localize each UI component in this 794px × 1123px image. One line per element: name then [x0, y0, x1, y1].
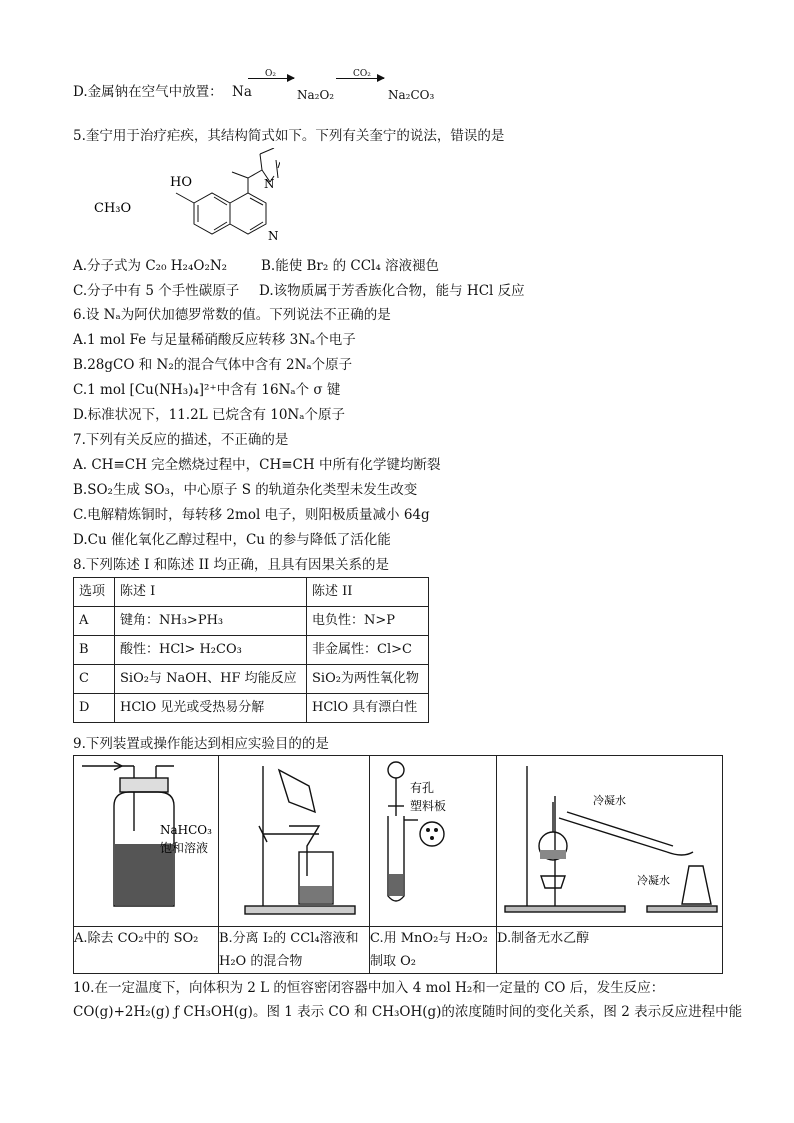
label-nahco3: NaHCO₃	[160, 823, 212, 837]
label-n-ring: N	[268, 229, 279, 243]
q10-line2: CO(g)+2H₂(g) ƒ CH₃OH(g)。图 1 表示 CO 和 CH₃OH(g)的浓度随时间的变化关系，图 2 表示反应进程中能	[73, 1004, 743, 1020]
separatory-funnel-figure	[219, 756, 369, 922]
table-row	[74, 694, 429, 723]
q6-option-b: B.28gCO 和 N₂的混合气体中含有 2Nₐ个原子	[73, 357, 353, 373]
caption-a: A.除去 CO₂中的 SO₂	[74, 927, 219, 974]
label-saturated-solution: 饱和溶液	[160, 841, 209, 855]
figure-b-cell	[219, 756, 370, 927]
q5-stem: 5.奎宁用于治疗疟疾，其结构简式如下。下列有关奎宁的说法，错误的是	[73, 128, 505, 144]
gas-washing-bottle-figure	[74, 756, 218, 922]
table-row	[74, 607, 429, 636]
label-ch3o: CH₃O	[94, 201, 132, 216]
table-cell: 键角：NH₃>PH₃	[115, 607, 307, 636]
table-cell: 非金属性：Cl>C	[307, 636, 429, 665]
q6-option-a: A.1 mol Fe 与足量稀硝酸反应转移 3Nₐ个电子	[73, 332, 356, 348]
q5-option-a: A.分子式为 C₂₀ H₂₄O₂N₂	[73, 258, 228, 274]
label-condenser-water-out: 冷凝水	[637, 874, 670, 887]
q5-option-c: C.分子中有 5 个手性碳原子	[73, 283, 240, 299]
label-perforated: 有孔	[410, 781, 435, 795]
label-n-cage: N	[264, 177, 275, 191]
q7-option-a: A. CH≡CH 完全燃烧过程中，CH≡CH 中所有化学键均断裂	[73, 457, 441, 473]
q4-d-label: D.金属钠在空气中放置：	[73, 84, 223, 100]
figures-row	[74, 756, 723, 927]
q6-option-d: D.标准状况下，11.2L 已烷含有 10Nₐ个原子	[73, 407, 345, 423]
label-condenser-water-in: 冷凝水	[593, 794, 626, 807]
formula-na: Na	[232, 84, 252, 100]
header-cell: 陈述 II	[307, 578, 429, 607]
header-cell: 选项	[74, 578, 115, 607]
table-cell: SiO₂与 NaOH、HF 均能反应	[115, 665, 307, 694]
quinine-structure	[90, 148, 280, 248]
label-plastic-plate: 塑料板	[410, 799, 447, 813]
header-cell: 陈述 I	[115, 578, 307, 607]
table-row	[74, 665, 429, 694]
formula-na2co3: Na₂CO₃	[388, 88, 435, 102]
q7-stem: 7.下列有关反应的描述，不正确的是	[73, 432, 289, 448]
q10-line1: 10.在一定温度下，向体积为 2 L 的恒容密闭容器中加入 4 mol H₂和一定量的 CO 后，发生反应：	[73, 980, 665, 996]
benzene-ring	[194, 193, 230, 234]
q6-stem: 6.设 Nₐ为阿伏加德罗常数的值。下列说法不正确的是	[73, 307, 391, 323]
table-cell: 电负性：N>P	[307, 607, 429, 636]
reagent-o2: O₂	[265, 69, 276, 79]
table-cell: C	[74, 665, 115, 694]
gas-generator-figure	[370, 756, 496, 922]
q5-option-d: D.该物质属于芳香族化合物，能与 HCl 反应	[259, 283, 525, 299]
caption-d: D.制备无水乙醇	[497, 927, 723, 974]
q8-table	[73, 577, 429, 723]
q7-option-d: D.Cu 催化氧化乙醇过程中，Cu 的参与降低了活化能	[73, 532, 391, 548]
reagent-co2: CO₂	[353, 69, 371, 79]
formula-na2o2: Na₂O₂	[297, 88, 335, 102]
q7-option-b: B.SO₂生成 SO₃，中心原子 S 的轨道杂化类型未发生改变	[73, 482, 418, 498]
q5-option-b: B.能使 Br₂ 的 CCl₄ 溶液褪色	[261, 258, 440, 274]
label-ho: HO	[170, 175, 192, 190]
figure-c-cell	[370, 756, 497, 927]
figure-a-cell	[74, 756, 219, 927]
table-row	[74, 636, 429, 665]
table-cell: D	[74, 694, 115, 723]
table-cell: SiO₂为两性氧化物	[307, 665, 429, 694]
q9-stem: 9.下列装置或操作能达到相应实验目的的是	[73, 736, 329, 752]
table-cell: 酸性：HCl> H₂CO₃	[115, 636, 307, 665]
table-cell: A	[74, 607, 115, 636]
q5-options-row1	[73, 257, 227, 275]
figure-d-cell	[497, 756, 723, 927]
caption-b: B.分离 I₂的 CCl₄溶液和 H₂O 的混合物	[219, 927, 370, 974]
distillation-apparatus-figure	[497, 756, 722, 922]
q4-option-d	[73, 83, 223, 101]
table-header-row	[74, 578, 429, 607]
q7-option-c: C.电解精炼铜时，每转移 2mol 电子，则阳极质量减小 64g	[73, 507, 430, 523]
captions-row	[74, 927, 723, 974]
q8-stem: 8.下列陈述 I 和陈述 II 均正确，且具有因果关系的是	[73, 557, 390, 573]
table-cell: HClO 见光或受热易分解	[115, 694, 307, 723]
caption-c: C.用 MnO₂与 H₂O₂制取 O₂	[370, 927, 497, 974]
q6-option-c: C.1 mol [Cu(NH₃)₄]²⁺中含有 16Nₐ个 σ 键	[73, 382, 341, 398]
table-cell: B	[74, 636, 115, 665]
q9-table	[73, 755, 723, 974]
table-cell: HClO 具有漂白性	[307, 694, 429, 723]
pyridine-ring	[230, 193, 266, 234]
